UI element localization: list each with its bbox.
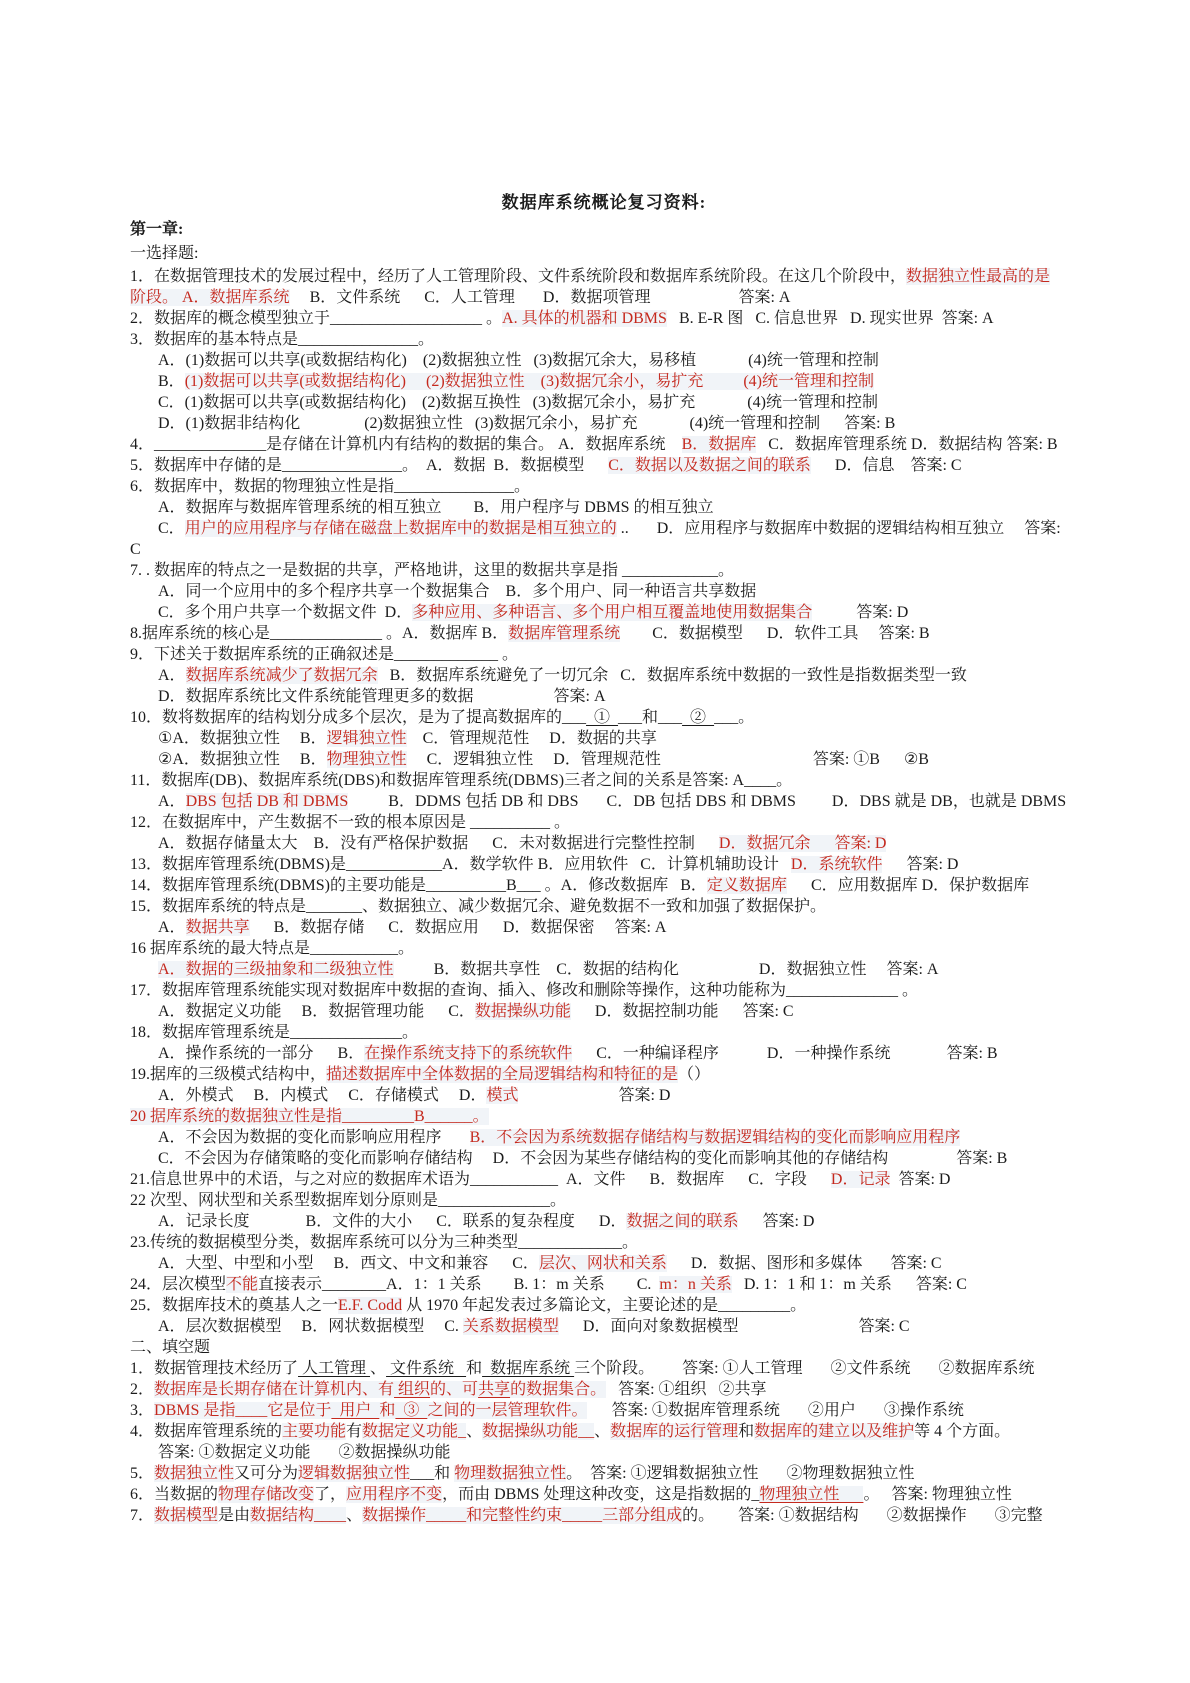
body-text: 6．当数据的 — [130, 1486, 219, 1503]
doc-line — [130, 854, 1078, 875]
doc-line — [130, 413, 1078, 434]
body-text: 、 — [370, 1360, 387, 1377]
body-text: A．不会因为数据的变化而影响应用程序 — [158, 1129, 470, 1146]
answer-highlight-text: 和 — [379, 1402, 396, 1419]
body-text: D．数据、图形和多媒体 答案: C — [666, 1255, 942, 1272]
body-text: C．应用数据库 D．保护数据库 — [786, 877, 1030, 894]
body-text: 答案: D — [890, 1171, 951, 1188]
doc-line — [130, 1274, 1078, 1295]
body-text: A．数据库与数据库管理系统的相互独立 B．用户程序与 DBMS 的相互独立 — [158, 499, 714, 516]
body-text: 有 — [346, 1423, 363, 1440]
body-text: C．逻辑独立性 D．管理规范性 答案: ①B ②B — [406, 751, 929, 768]
answer-highlight-text: 和完整性约束_____ — [466, 1507, 603, 1524]
doc-line — [130, 644, 1078, 665]
doc-line — [130, 1085, 1078, 1106]
doc-line — [130, 1169, 1078, 1190]
answer-highlight-text: 数据操作_____ — [362, 1507, 467, 1524]
body-text: ___。 — [714, 709, 755, 726]
doc-line — [130, 875, 1078, 896]
doc-line — [130, 1358, 1078, 1379]
body-text: 24．层次模型 — [130, 1276, 227, 1293]
doc-line — [130, 1232, 1078, 1253]
body-text: 18．数据库管理系统是______________。 — [130, 1024, 419, 1041]
doc-line — [130, 980, 1078, 1001]
body-text: 和 — [738, 1423, 755, 1440]
body-text: A．同一个应用中的多个程序共享一个数据集合 B．多个用户、同一种语言共享数据 — [158, 583, 757, 600]
answer-highlight-text: 多种应用、多种语言、多个用户相互覆盖地使用数据集合 — [412, 604, 813, 621]
answer-highlight-text: 模式 — [486, 1087, 519, 1104]
body-text: 答案: D — [882, 856, 959, 873]
answer-highlight-text: 的、可 — [430, 1381, 479, 1398]
page-title: 数据库系统概论复习资料: — [501, 193, 707, 212]
body-text: A． — [158, 793, 186, 810]
chapter-heading: 第一章: — [130, 221, 184, 238]
body-text: 8.据库系统的核心是______________ 。A．数据库 B． — [130, 625, 509, 642]
answer-highlight-text: m：n 关系 — [659, 1276, 732, 1293]
answer-highlight-text: 数据操纵功能__ — [482, 1423, 595, 1440]
doc-line — [130, 1337, 1078, 1358]
answer-highlight-text: 数据模型 — [154, 1507, 219, 1524]
answer-highlight-text: 阶段。 A．数据库系统 — [130, 289, 290, 306]
body-text: 、 — [346, 1507, 363, 1524]
body-text: A．操作系统的一部分 B． — [158, 1045, 365, 1062]
doc-line — [130, 1316, 1078, 1337]
body-text: 21.信息世界中的术语，与之对应的数据库术语为___________ A．文件 B．数据库 C．字段 — [130, 1171, 831, 1188]
answer-highlight-text: 共享 — [478, 1381, 511, 1398]
body-text: 3．数据库的基本特点是_______________。 — [130, 331, 435, 348]
doc-line — [130, 770, 1078, 791]
body-text: C．数据库管理系统 D．数据结构 答案: B — [756, 436, 1058, 453]
body-text: 等 4 个方面。 — [914, 1423, 1011, 1440]
doc-line — [130, 1001, 1078, 1022]
body-text: D．面向对象数据模型 答案: C — [558, 1318, 910, 1335]
answer-highlight-text: E.F. Codd — [338, 1297, 403, 1314]
answer-highlight-text: 数据库系统减少了数据冗余 — [185, 667, 378, 684]
body-text: B．DDMS 包括 DB 和 DBS C．DB 包括 DBS 和 DBMS D．DBS 就是 DB，也就是 DBMS — [348, 793, 1067, 810]
doc-line — [130, 497, 1078, 518]
body-text: 答案: ①数据定义功能 ②数据操纵功能 — [158, 1444, 451, 1461]
answer-highlight-text: (1)数据可以共享(或数据结构化) (2)数据独立性 (3)数据冗余小，易扩充 (4)统一管理和控制 — [184, 373, 874, 390]
answer-highlight-text: 不能 — [226, 1276, 259, 1293]
body-text: 三个阶段。 答案: ①人工管理 ②文件系统 ②数据库系统 — [574, 1360, 1035, 1377]
answer-highlight-text: 定义数据库 — [706, 877, 787, 894]
answer-highlight-text: 逻辑数据独立性 — [298, 1465, 411, 1482]
body-text: 5． — [130, 1465, 155, 1482]
answer-highlight-text: 关系数据模型 — [462, 1318, 559, 1335]
body-text: B．数据共享性 C．数据的结构化 D．数据独立性 答案: A — [393, 961, 939, 978]
answer-highlight-text: D．数据冗余 答案: D — [718, 835, 887, 852]
answer-highlight-text: DBMS 是指____ — [154, 1402, 268, 1419]
body-text: 9．下述关于数据库系统的正确叙述是_____________ 。 — [130, 646, 519, 663]
answer-highlight-text: 物理独立性 — [326, 751, 407, 768]
doc-line — [130, 1400, 1078, 1421]
body-text: 。 答案: 物理独立性 — [863, 1486, 1012, 1503]
answer-highlight-text: 组织 — [394, 1381, 431, 1398]
body-text: 。 答案: ①逻辑数据独立性 ②物理数据独立性 — [566, 1465, 915, 1482]
body-text: 答案: ①组织 ②共享 — [606, 1381, 767, 1398]
body-text: A．数据存储量太大 B．没有严格保护数据 C．未对数据进行完整性控制 — [158, 835, 719, 852]
doc-line — [130, 539, 1078, 560]
doc-line — [130, 959, 1078, 980]
answer-highlight-text: 物理独立性 — [759, 1486, 864, 1503]
doc-line — [130, 1106, 1078, 1127]
body-text: A． — [158, 667, 186, 684]
body-text: 7． — [130, 1507, 155, 1524]
answer-highlight-text: 描述数据库中全体数据的全局逻辑结构和特征的是 — [326, 1066, 679, 1083]
body-text: 答案: D — [738, 1213, 815, 1230]
body-text: 1．数据管理技术经历了 — [130, 1360, 299, 1377]
doc-line — [130, 308, 1078, 329]
doc-line — [130, 707, 1078, 728]
body-text: ②A．数据独立性 B． — [158, 751, 327, 768]
doc-line — [130, 1484, 1078, 1505]
doc-line — [130, 371, 1078, 392]
answer-highlight-text: C．数据以及数据之间的联系 — [608, 457, 811, 474]
body-text: A．(1)数据可以共享(或数据结构化) (2)数据独立性 (3)数据冗余大，易移植 (4)统一管理和控制 — [158, 352, 879, 369]
body-text: C．管理规范性 D．数据的共享 — [406, 730, 657, 747]
body-text: 7. . 数据库的特点之一是数据的共享，严格地讲，这里的数据共享是指 ____________。 — [130, 562, 735, 579]
doc-line — [130, 917, 1078, 938]
doc-line — [130, 791, 1078, 812]
doc-line — [130, 623, 1078, 644]
body-text: 22 次型、网状型和关系型数据库划分原则是______________。 — [130, 1192, 567, 1209]
body-text: D．数据库系统比文件系统能管理更多的数据 答案: A — [158, 688, 606, 705]
body-text: 、 — [466, 1423, 483, 1440]
body-text: 16 据库系统的最大特点是___________。 — [130, 940, 415, 957]
answer-highlight-text: 数据定义功能_ — [362, 1423, 467, 1440]
body-text: 答案: D — [518, 1087, 671, 1104]
body-text: ② — [682, 709, 715, 726]
answer-highlight-text: A. 具体的机器和 DBMS — [502, 310, 667, 327]
body-text: 、 — [594, 1423, 611, 1440]
answer-highlight-text: 它是位于 — [267, 1402, 332, 1419]
body-text: ① — [586, 709, 619, 726]
body-text: D．信息 答案: C — [810, 457, 962, 474]
section-heading-choice: 一选择题: — [130, 245, 199, 262]
body-text: 数据库系统 — [482, 1360, 575, 1377]
answer-highlight-text: B．数据库 — [681, 436, 757, 453]
answer-highlight-text: 之间的一层管理软件。 — [427, 1402, 588, 1419]
answer-highlight-text: 层次、网状和关系 — [538, 1255, 667, 1272]
body-text: B． — [158, 373, 185, 390]
doc-line — [130, 581, 1078, 602]
answer-highlight-text: 用户 — [331, 1402, 380, 1419]
body-text: 4．数据库管理系统的 — [130, 1423, 283, 1440]
body-text: C．数据模型 D．软件工具 答案: B — [620, 625, 930, 642]
body-text: D. 1：1 和 1：m 关系 答案: C — [731, 1276, 967, 1293]
doc-line — [130, 392, 1078, 413]
body-text: C．不会因为存储策略的变化而影响存储结构 D．不会因为某些存储结构的变化而影响其他的存储结构 答案: B — [158, 1150, 1008, 1167]
body-text: 二、填空题 — [130, 1339, 211, 1356]
doc-line — [130, 455, 1078, 476]
answer-highlight-text: 数据之间的联系 — [626, 1213, 739, 1230]
answer-highlight-text: 数据独立性最高的是 — [906, 268, 1051, 285]
answer-highlight-text: D．系统软件 — [790, 856, 883, 873]
answer-highlight-text: 的数据集合。 — [510, 1381, 607, 1398]
body-text: 25．数据库技术的奠基人之一 — [130, 1297, 339, 1314]
doc-line — [130, 518, 1078, 539]
doc-line — [130, 1442, 1078, 1463]
body-text: A．记录长度 B．文件的大小 C．联系的复杂程度 D． — [158, 1213, 627, 1230]
body-text: B．文件系统 C．人工管理 D．数据项管理 答案: A — [289, 289, 791, 306]
doc-line — [130, 728, 1078, 749]
doc-line — [130, 1022, 1078, 1043]
doc-line — [130, 434, 1078, 455]
doc-line — [130, 1127, 1078, 1148]
doc-line — [130, 287, 1078, 308]
doc-line — [130, 1505, 1078, 1526]
body-text: （） — [678, 1066, 711, 1083]
doc-line — [130, 560, 1078, 581]
body-text: 15．数据库系统的特点是_______、数据独立、减少数据冗余、避免数据不一致和加强了数据保护。 — [130, 898, 827, 915]
answer-highlight-text: 数据库管理系统 — [508, 625, 621, 642]
body-text: 11．数据库(DB)、数据库系统(DBS)和数据库管理系统(DBMS)三者之间的关系是答案: A____。 — [130, 772, 793, 789]
body-text: B．数据存储 C．数据应用 D．数据保密 答案: A — [249, 919, 667, 936]
body-text: 5．数据库中存储的是_______________。 A．数据 B．数据模型 — [130, 457, 609, 474]
answer-highlight-text: 数据独立性 — [154, 1465, 235, 1482]
answer-highlight-text: 用户的应用程序与存储在磁盘上数据库中的数据是相互独立的 — [184, 520, 617, 537]
body-text: 又可分为 — [234, 1465, 299, 1482]
doc-line — [130, 896, 1078, 917]
doc-line — [130, 1211, 1078, 1232]
body-text: A．大型、中型和小型 B．西文、中文和兼容 C． — [158, 1255, 539, 1272]
body-text: 14．数据库管理系统(DBMS)的主要功能是__________B___ 。A．修改数据库 B． — [130, 877, 707, 894]
body-text: 19.据库的三级模式结构中， — [130, 1066, 327, 1083]
answer-highlight-text: 物理存储改变 — [218, 1486, 315, 1503]
body-text: C．多个用户共享一个数据文件 D． — [158, 604, 413, 621]
answer-highlight-text: A．数据的三级抽象和二级独立性 — [158, 961, 394, 978]
body-text: 2． — [130, 1381, 155, 1398]
doc-line — [130, 329, 1078, 350]
body-text: C．一种编译程序 D．一种操作系统 答案: B — [572, 1045, 998, 1062]
doc-lines — [130, 266, 1078, 1526]
body-text: ___和___ — [618, 709, 683, 726]
doc-line — [130, 665, 1078, 686]
body-text: A． — [158, 919, 186, 936]
body-text: ___和 — [410, 1465, 455, 1482]
body-text: 10．数将数据库的结构划分成多个层次，是为了提高数据库的___ — [130, 709, 587, 726]
body-text: ①A．数据独立性 B． — [158, 730, 327, 747]
body-text: 答案: D — [812, 604, 909, 621]
answer-highlight-text: DBS 包括 DB 和 DBMS — [185, 793, 349, 810]
body-text: A．外模式 B．内模式 C．存储模式 D． — [158, 1087, 487, 1104]
doc-line — [130, 476, 1078, 497]
doc-line — [130, 1421, 1078, 1442]
answer-highlight-text: 数据库的建立以及维护 — [754, 1423, 915, 1440]
body-text: 是由 — [218, 1507, 251, 1524]
doc-line — [130, 1148, 1078, 1169]
answer-highlight-text: 应用程序不变 — [346, 1486, 443, 1503]
body-text: 4．______________是存储在计算机内有结构的数据的集合。 A．数据库系统 — [130, 436, 682, 453]
body-text: 2．数据库的概念模型独立于___________________ 。 — [130, 310, 503, 327]
doc-line — [130, 1253, 1078, 1274]
body-text: .. D．应用程序与数据库中数据的逻辑结构相互独立 答案: — [616, 520, 1061, 537]
answer-highlight-text: 数据共享 — [185, 919, 250, 936]
body-text: D．数据控制功能 答案: C — [570, 1003, 794, 1020]
answer-highlight-text: 在操作系统支持下的系统软件 — [364, 1045, 573, 1062]
doc-line — [130, 1295, 1078, 1316]
body-text: 3． — [130, 1402, 155, 1419]
body-text: B. E-R 图 C. 信息世界 D. 现实世界 答案: A — [666, 310, 994, 327]
doc-line — [130, 938, 1078, 959]
body-text: D．(1)数据非结构化 (2)数据独立性 (3)数据冗余小，易扩充 (4)统一管理和控制 答案: B — [158, 415, 896, 432]
answer-highlight-text: D．记录 — [830, 1171, 891, 1188]
body-text: 和 — [466, 1360, 483, 1377]
doc-line — [130, 1463, 1078, 1484]
body-text: 从 1970 年起发表过多篇论文，主要论述的是_________。 — [402, 1297, 807, 1314]
body-text: 13．数据库管理系统(DBMS)是____________A．数学软件 B．应用软件 C．计算机辅助设计 — [130, 856, 791, 873]
answer-highlight-text: 数据操纵功能 — [474, 1003, 571, 1020]
body-text: ，而由 DBMS 处理这种改变，这是指数据的_ — [442, 1486, 760, 1503]
body-text: 文件系统 — [386, 1360, 467, 1377]
doc-line — [130, 350, 1078, 371]
answer-highlight-text: 20 据库系统的数据独立性是指_________B______。 — [130, 1108, 489, 1125]
doc-line — [130, 1064, 1078, 1085]
doc-line — [130, 266, 1078, 287]
body-text: B．数据库系统避免了一切冗余 C．数据库系统中数据的一致性是指数据类型一致 — [377, 667, 967, 684]
answer-highlight-text: 数据结构____ — [250, 1507, 347, 1524]
body-text: 的。 答案: ①数据结构 ②数据操作 ③完整 — [682, 1507, 1043, 1524]
answer-highlight-text: 数据库的运行管理 — [610, 1423, 739, 1440]
body-text: C — [130, 541, 141, 558]
body-text: A．数据定义功能 B．数据管理功能 C． — [158, 1003, 475, 1020]
body-text: 12．在数据库中，产生数据不一致的根本原因是 __________ 。 — [130, 814, 571, 831]
body-text: C．(1)数据可以共享(或数据结构化) (2)数据互换性 (3)数据冗余小，易扩充 (4)统一管理和控制 — [158, 394, 878, 411]
answer-highlight-text: 逻辑独立性 — [326, 730, 407, 747]
doc-line — [130, 602, 1078, 623]
answer-highlight-text: 主要功能 — [282, 1423, 347, 1440]
doc-line — [130, 749, 1078, 770]
doc-line — [130, 833, 1078, 854]
body-text: 直接表示________A．1：1 关系 B. 1：m 关系 C. — [258, 1276, 660, 1293]
document-content — [130, 192, 1078, 1526]
body-text: 6．数据库中，数据的物理独立性是指_______________。 — [130, 478, 531, 495]
doc-line — [130, 1190, 1078, 1211]
body-text: C． — [158, 520, 185, 537]
answer-highlight-text: B．不会因为系统数据存储结构与数据逻辑结构的变化而影响应用程序 — [469, 1129, 961, 1146]
body-text: A．层次数据模型 B．网状数据模型 C. — [158, 1318, 463, 1335]
body-text: 人工管理 — [298, 1360, 371, 1377]
doc-line — [130, 1379, 1078, 1400]
doc-line — [130, 1043, 1078, 1064]
answer-highlight-text: 三部分组成 — [602, 1507, 683, 1524]
answer-highlight-text: 物理数据独立性 — [454, 1465, 567, 1482]
doc-line — [130, 686, 1078, 707]
body-text: 1．在数据管理技术的发展过程中，经历了人工管理阶段、文件系统阶段和数据库系统阶段。在这几个阶段中， — [130, 268, 907, 285]
body-text: 17．数据库管理系统能实现对数据库中数据的查询、插入、修改和删除等操作，这种功能称为______________ 。 — [130, 982, 919, 999]
answer-highlight-text: ③ — [395, 1402, 428, 1419]
body-text: 了， — [314, 1486, 347, 1503]
doc-line — [130, 812, 1078, 833]
body-text: 23.传统的数据模型分类，数据库系统可以分为三种类型_____________。 — [130, 1234, 639, 1251]
answer-highlight-text: 数据库是长期存储在计算机内、有 — [154, 1381, 395, 1398]
body-text: 答案: ①数据库管理系统 ②用户 ③操作系统 — [587, 1402, 964, 1419]
